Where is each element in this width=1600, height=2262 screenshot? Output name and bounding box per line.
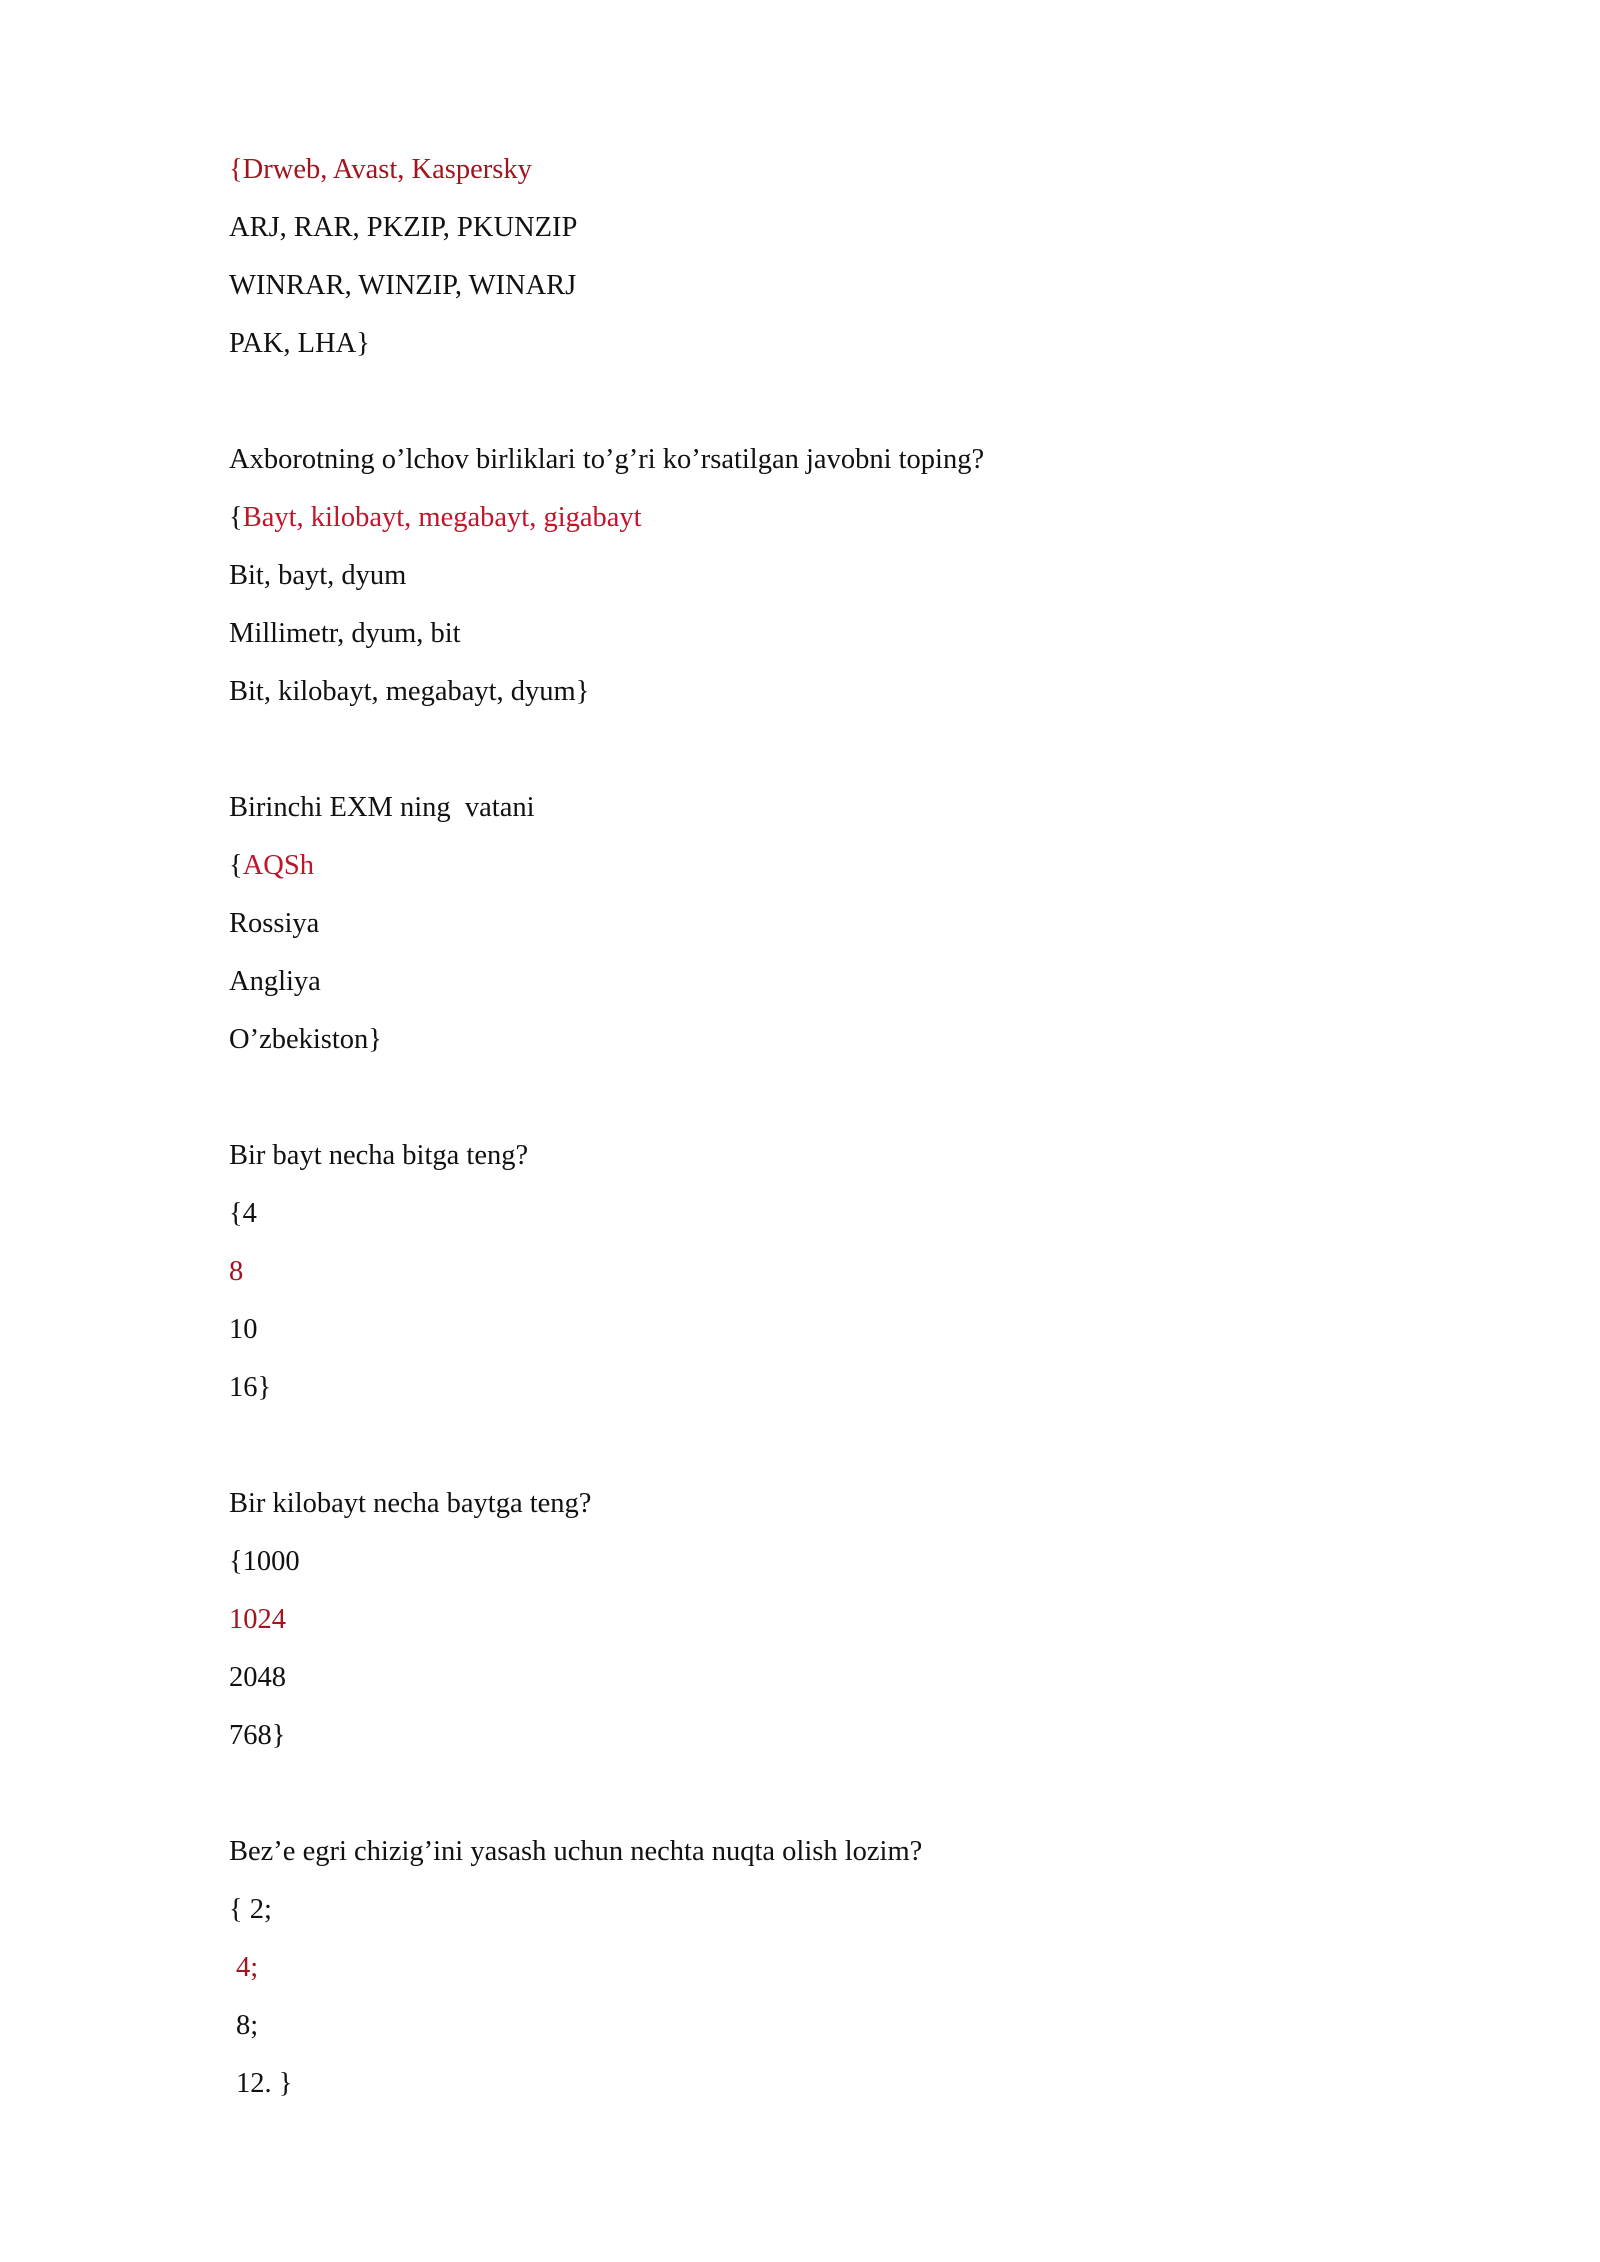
spacer [229, 380, 1429, 438]
spacer [229, 1424, 1429, 1482]
question-text: Birinchi EXM ning vatani [229, 792, 535, 823]
brace: { [229, 850, 243, 881]
answer-line: Bit, kilobayt, megabayt, dyum} [229, 676, 590, 707]
answer-line: Angliya [229, 966, 321, 997]
answer-line: 8; [236, 2010, 259, 2041]
spacer [229, 728, 1429, 786]
answer-line: 10 [229, 1314, 258, 1345]
correct-answer: AQSh [242, 850, 314, 881]
answer-line: 768} [229, 1720, 286, 1751]
correct-answer: 1024 [229, 1604, 286, 1635]
question-text: Bir kilobayt necha baytga teng? [229, 1488, 592, 1519]
answer-line: WINRAR, WINZIP, WINARJ [229, 270, 577, 301]
answer-line: Millimetr, dyum, bit [229, 618, 461, 649]
answer-line: Rossiya [229, 908, 320, 939]
answer-line: 16} [229, 1372, 272, 1403]
answer-line: PAK, LHA} [229, 328, 370, 359]
answer-line [229, 496, 1429, 554]
answer-line: {4 [229, 1198, 257, 1229]
answer-line: Bit, bayt, dyum [229, 560, 407, 591]
document-content [229, 148, 1429, 2120]
correct-answer: 8 [229, 1256, 244, 1287]
answer-line: 12. } [236, 2068, 293, 2099]
answer-line: O’zbekiston} [229, 1024, 382, 1055]
spacer [229, 1076, 1429, 1134]
question-text: Axborotning o’lchov birliklari to’g’ri ko’rsatilgan javobni toping? [229, 444, 985, 475]
answer-line [229, 844, 1429, 902]
question-text: Bir bayt necha bitga teng? [229, 1140, 529, 1171]
answer-line: { 2; [229, 1894, 272, 1925]
answer-line: 2048 [229, 1662, 286, 1693]
spacer [229, 1772, 1429, 1830]
answer-line: {Drweb, Avast, Kaspersky [229, 154, 532, 185]
correct-answer: Bayt, kilobayt, megabayt, gigabayt [242, 502, 642, 533]
question-text: Bez’e egri chizig’ini yasash uchun nechta nuqta olish lozim? [229, 1836, 923, 1867]
answer-line: ARJ, RAR, PKZIP, PKUNZIP [229, 212, 578, 243]
correct-answer: 4; [236, 1952, 259, 1983]
brace: { [229, 502, 243, 533]
answer-line: {1000 [229, 1546, 300, 1577]
